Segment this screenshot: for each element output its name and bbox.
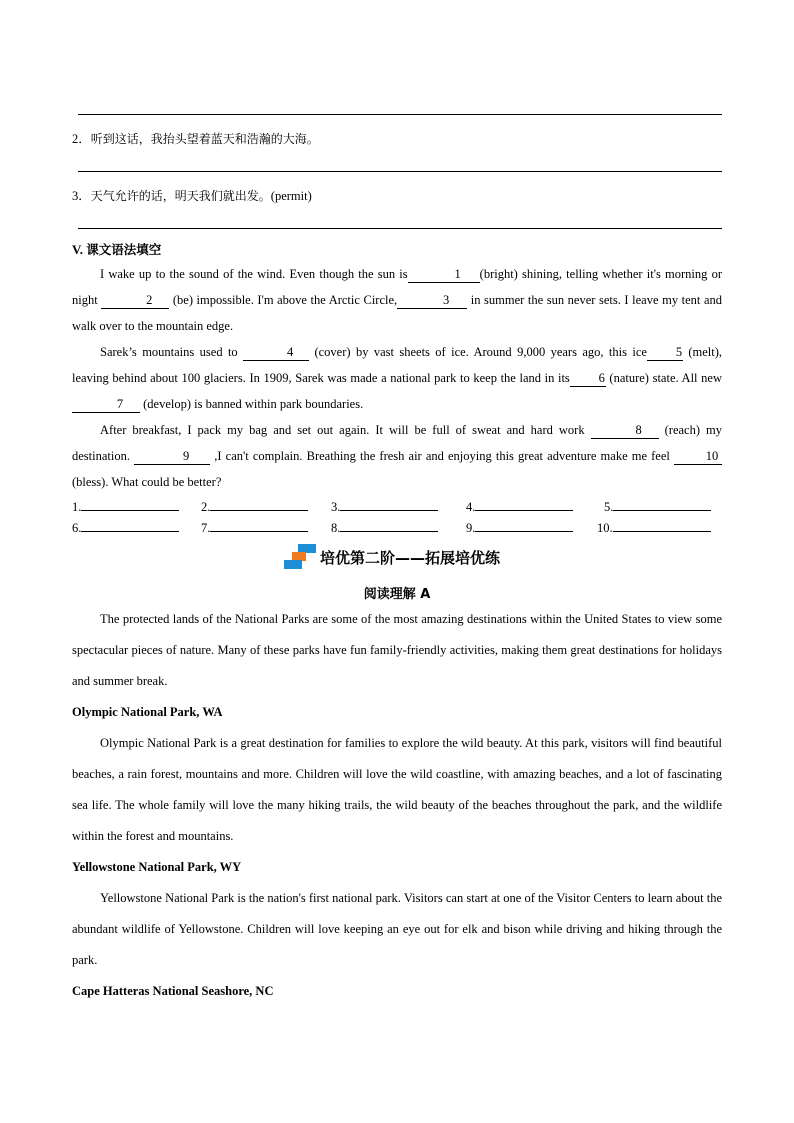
text: (be) impossible. I'm above the Arctic Circle, [169,293,398,307]
reading-heading-olympic: Olympic National Park, WA [72,705,223,719]
text: (bless). What could be better? [72,475,222,489]
answer-line-3[interactable] [78,228,722,229]
answer-slot-7[interactable] [201,519,308,536]
answer-label: 8. [331,521,341,535]
text: (reach) my destination. [72,423,723,463]
cloze-passage [72,261,722,495]
reading-intro: The protected lands of the National Parks are some of the most amazing destinations within the United States to view some spectacular pieces of nature. Many of these parks have fun family-friendly activities, making them great destinations for holidays and summer break. [72,612,722,688]
answer-line[interactable] [613,498,711,511]
answer-line[interactable] [475,498,573,511]
reading-paragraph-yellowstone: Yellowstone National Park is the nation's first national park. Visitors can start at one of the Visitor Centers to learn about the abundant wildlife of Yellowstone. Children will love keeping an eye out for elk and bison while driving and hiking through the park. [72,891,722,967]
stairs-icon [284,544,318,570]
answer-line-2[interactable] [78,171,722,172]
answer-label: 2. [201,500,211,514]
question-text: 听到这话，我抬头望着蓝天和浩瀚的大海。 [90,132,319,146]
text: (melt), leaving behind about 100 glaciers. In 1909, Sarek was made a national park to keep the land in its [72,345,722,385]
answer-slot-8[interactable] [331,519,438,536]
answer-line-1[interactable] [78,114,722,115]
translation-question-3 [72,186,312,204]
reading-paragraph-olympic: Olympic National Park is a great destination for families to explore the wild beauty. At this park, visitors will find beautiful beaches, a rain forest, mountains and more. Children will love the wild coastline, with amazing beaches, and a lot of fascinating sea life. The whole family will love the many hiking trails, the wild beauty of the beaches throughout the park, and the wildlife within the forest and mountains. [72,736,722,843]
translation-question-2 [72,129,319,147]
answer-label: 7. [201,521,211,535]
reading-heading-cape-hatteras: Cape Hatteras National Seashore, NC [72,984,274,998]
blank-6[interactable]: 6 [570,371,606,387]
answer-slot-5[interactable] [604,498,711,515]
cloze-paragraph-1 [72,261,722,339]
answer-slot-6[interactable] [72,519,179,536]
blank-8[interactable]: 8 [591,423,659,439]
text: (develop) is banned within park boundaries. [140,397,364,411]
blank-9[interactable]: 9 [134,449,210,465]
blank-2[interactable]: 2 [101,293,169,309]
answer-label: 3. [331,500,341,514]
answer-line[interactable] [613,519,711,532]
reading-title: 阅读理解 A [363,587,431,602]
answer-line[interactable] [475,519,573,532]
answer-label: 6. [72,521,82,535]
blank-3[interactable]: 3 [397,293,467,309]
section-number: V. [72,242,87,257]
answer-label: 9. [466,521,476,535]
text: Sarek’s mountains used to [100,345,244,359]
cloze-paragraph-3 [72,417,722,495]
answer-line[interactable] [340,498,438,511]
answer-slot-9[interactable] [466,519,573,536]
answer-label: 5. [604,500,614,514]
blank-1[interactable]: 1 [408,267,480,283]
blank-7[interactable]: 7 [72,397,140,413]
answer-line[interactable] [210,519,308,532]
section-title [72,240,161,258]
answer-line[interactable] [340,519,438,532]
question-number: 3． [72,189,91,203]
text: (bright) shining, telling whether it's morning or night [72,267,722,307]
question-text: 天气允许的话，明天我们就出发。 [90,189,271,203]
text: ,I can't complain. Breathing the fresh air and enjoying this great adventure make me feel [210,449,674,463]
level-banner [284,544,500,570]
reading-passage [72,604,722,1007]
text: (nature) state. All new [605,371,722,385]
text: (cover) by vast sheets of ice. Around 9,000 years ago, this ice [309,345,647,359]
blank-5[interactable]: 5 [647,345,683,361]
answer-line[interactable] [81,519,179,532]
answer-slot-10[interactable] [597,519,711,536]
section-name: 课文语法填空 [86,242,162,257]
blank-4[interactable]: 4 [243,345,309,361]
answer-line[interactable] [81,498,179,511]
cloze-paragraph-2 [72,339,722,417]
answer-slot-1[interactable] [72,498,179,515]
answer-line[interactable] [210,498,308,511]
text: I wake up to the sound of the wind. Even though the sun is [100,267,408,281]
blank-10[interactable]: 10 [674,449,722,465]
answer-slot-2[interactable] [201,498,308,515]
text: After breakfast, I pack my bag and set out again. It will be full of sweat and hard work [100,423,591,437]
question-number: 2． [72,132,91,146]
answer-slot-4[interactable] [466,498,573,515]
question-hint: (permit) [270,189,312,203]
answer-label: 10. [597,521,613,535]
answer-label: 4. [466,500,476,514]
text: in summer the sun never sets. I leave my tent and walk over to the mountain edge. [72,293,723,333]
answer-slot-3[interactable] [331,498,438,515]
reading-heading-yellowstone: Yellowstone National Park, WY [72,860,242,874]
banner-title: 培优第二阶——拓展培优练 [320,548,501,567]
answer-label: 1. [72,500,82,514]
